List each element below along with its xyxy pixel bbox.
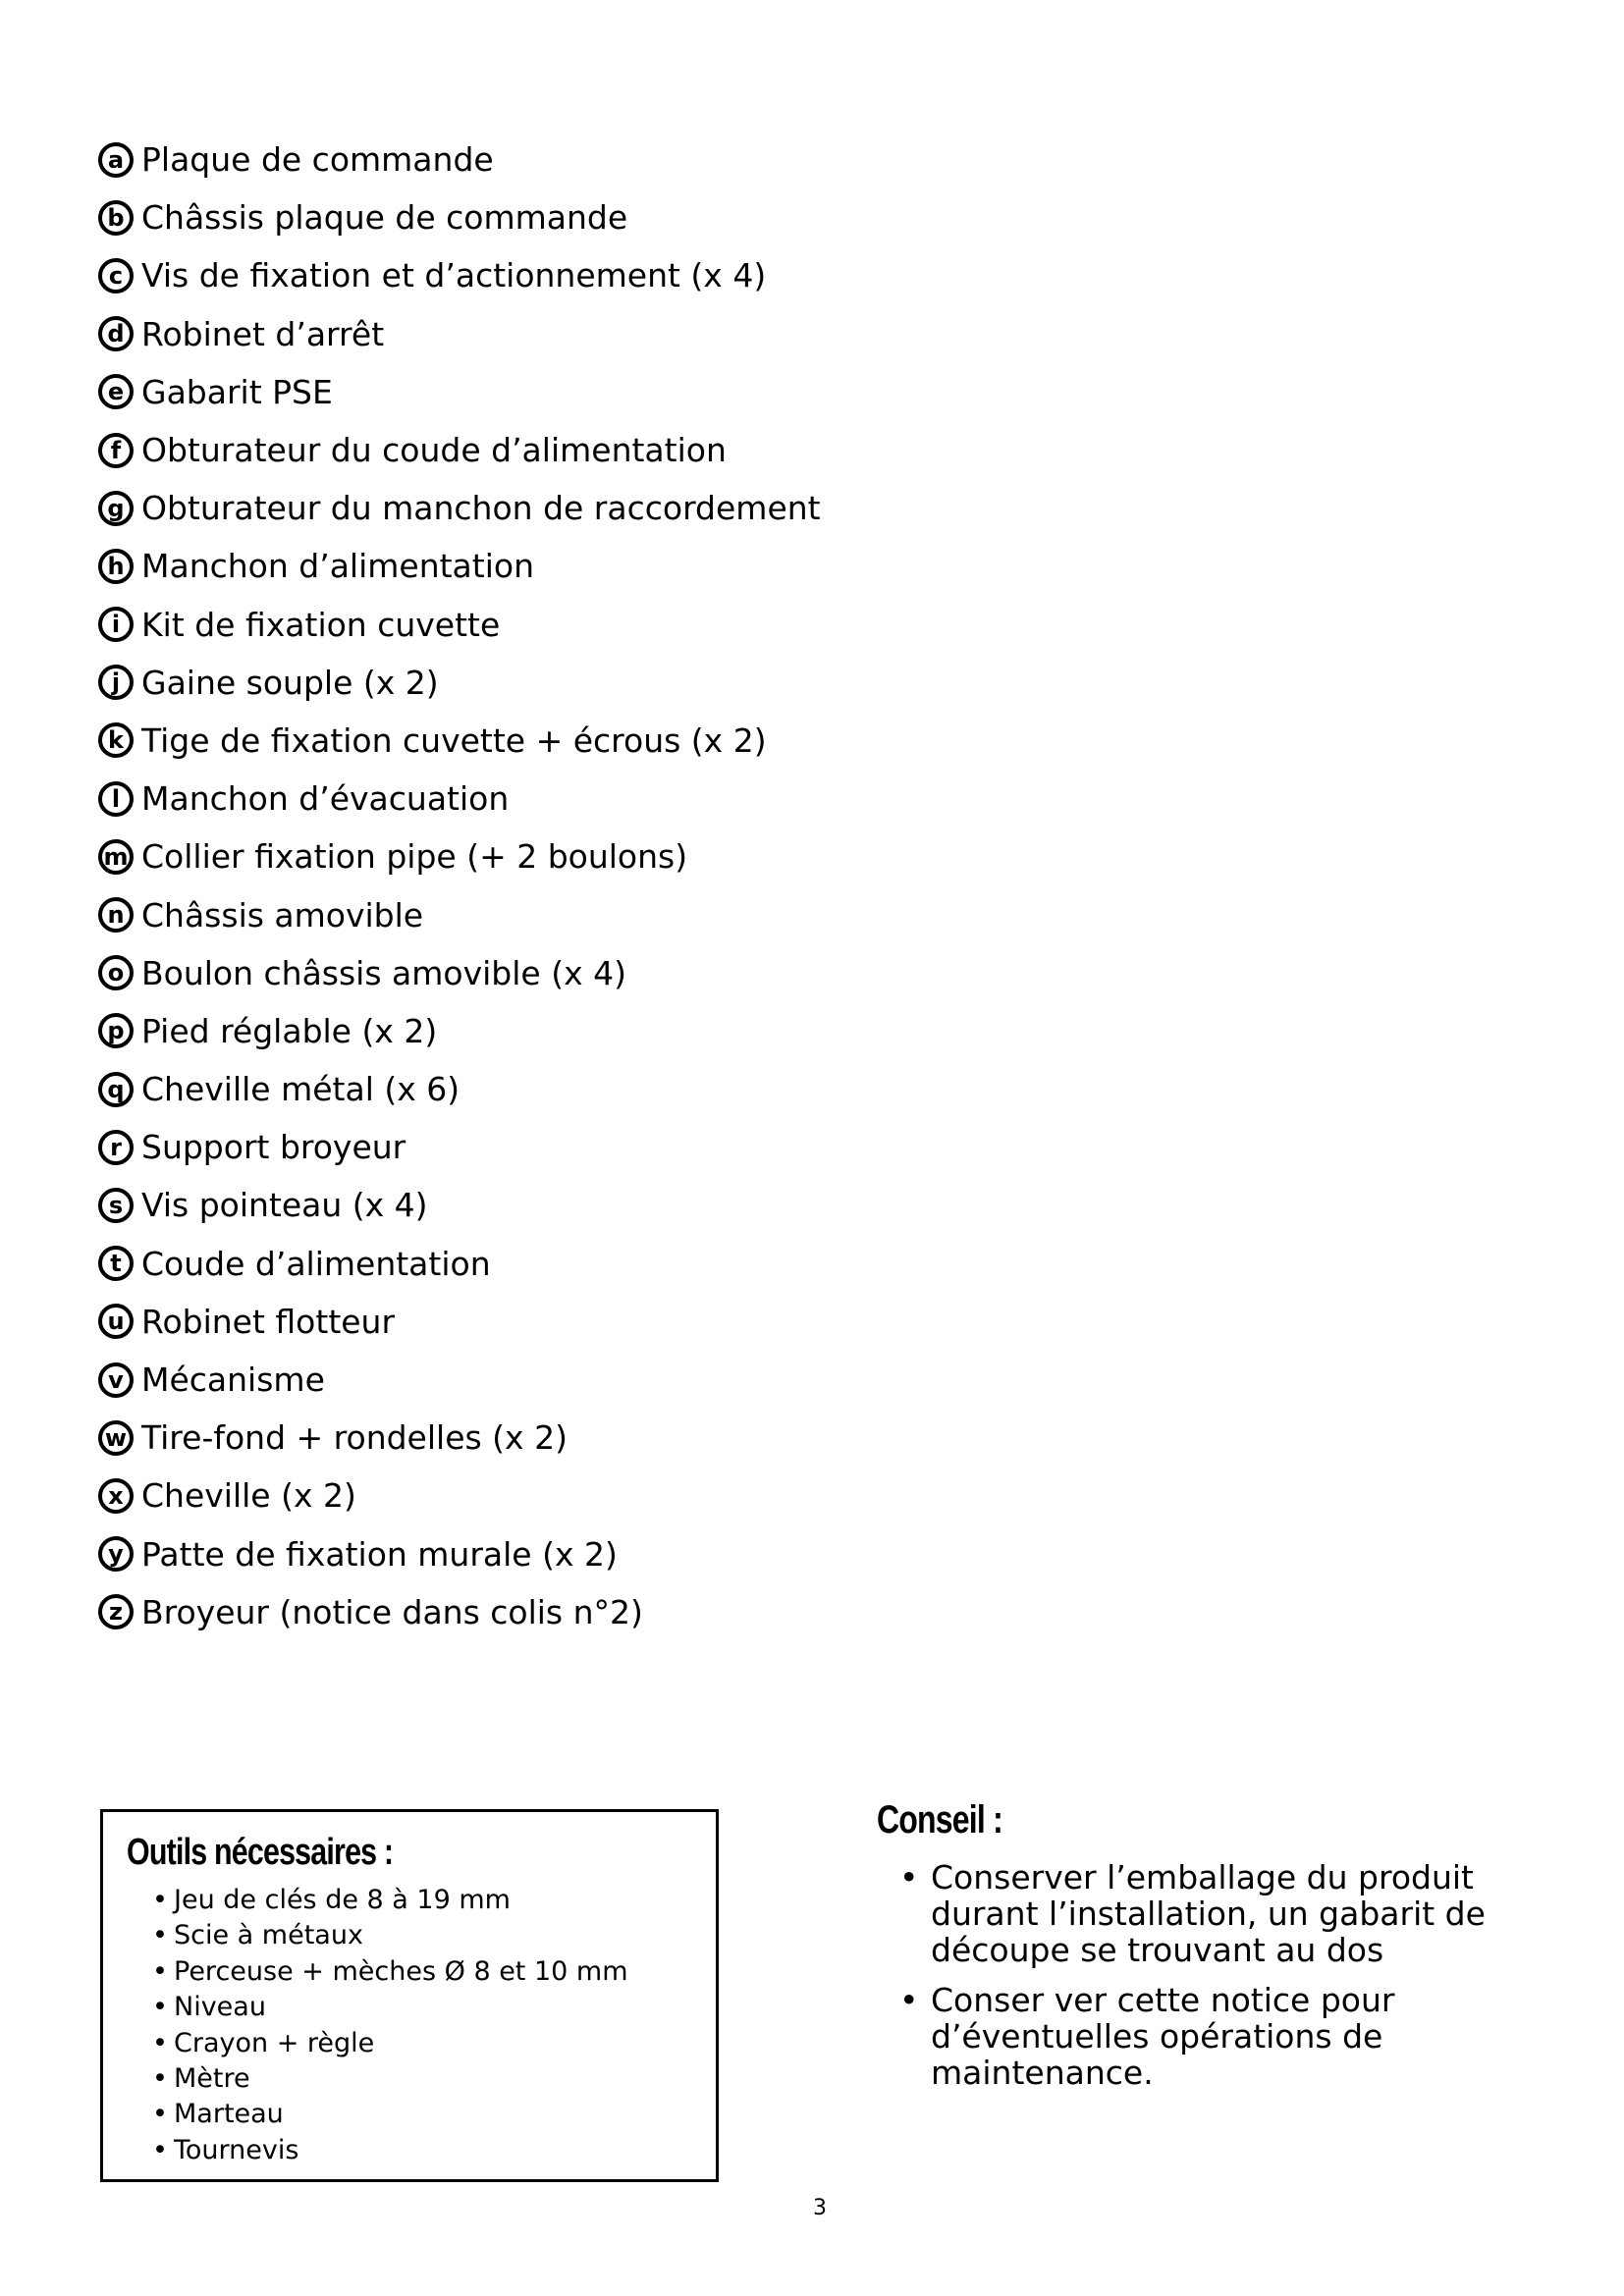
list-item xyxy=(98,1118,982,1176)
tool-label: Mètre xyxy=(174,2062,250,2094)
advice-title: Conseil : xyxy=(877,1798,1002,1842)
list-item xyxy=(98,537,982,595)
letter-badge: e xyxy=(98,374,134,409)
tool-label: Perceuse + mèches Ø 8 et 10 mm xyxy=(174,1955,628,1987)
bullet: • xyxy=(152,1992,168,2023)
letter-badge: v xyxy=(98,1362,134,1398)
letter-badge: s xyxy=(98,1188,134,1223)
part-label: Robinet d’arrêt xyxy=(141,314,385,353)
list-item xyxy=(98,712,982,770)
advice-section xyxy=(877,1798,1525,2105)
part-label: Boulon châssis amovible (x 4) xyxy=(141,953,626,992)
letter-badge: c xyxy=(98,258,134,294)
part-label: Obturateur du manchon de raccordement xyxy=(141,489,821,528)
list-item xyxy=(152,1918,628,1953)
list-item xyxy=(877,1859,1525,1968)
list-item xyxy=(98,1409,982,1467)
list-item xyxy=(98,1176,982,1234)
tools-box xyxy=(100,1809,719,2182)
list-item xyxy=(98,654,982,712)
list-item xyxy=(98,944,982,1002)
list-item xyxy=(98,363,982,421)
letter-badge: n xyxy=(98,897,134,933)
part-label: Tire-fond + rondelles (x 2) xyxy=(141,1418,568,1458)
tool-label: Scie à métaux xyxy=(174,1920,363,1951)
bullet: • xyxy=(899,1981,919,2019)
part-label: Plaque de commande xyxy=(141,140,494,180)
parts-list xyxy=(98,131,982,1641)
list-item xyxy=(152,2026,628,2061)
advice-list xyxy=(877,1859,1525,2091)
part-label: Châssis amovible xyxy=(141,895,424,934)
bullet: • xyxy=(152,1920,168,1951)
letter-badge: l xyxy=(98,781,134,817)
part-label: Mécanisme xyxy=(141,1361,325,1400)
part-label: Support broyeur xyxy=(141,1128,406,1167)
list-item xyxy=(98,188,982,246)
list-item xyxy=(98,1583,982,1641)
list-item xyxy=(98,885,982,943)
letter-badge: a xyxy=(98,142,134,178)
part-label: Coude d’alimentation xyxy=(141,1244,491,1283)
list-item xyxy=(152,1883,628,1918)
part-label: Obturateur du coude d’alimentation xyxy=(141,431,727,470)
tool-label: Marteau xyxy=(174,2099,284,2130)
letter-badge: i xyxy=(98,607,134,642)
tool-label: Jeu de clés de 8 à 19 mm xyxy=(174,1885,511,1915)
list-item xyxy=(152,1954,628,1990)
part-label: Cheville métal (x 6) xyxy=(141,1070,460,1109)
list-item xyxy=(98,1351,982,1409)
list-item xyxy=(98,770,982,828)
list-item xyxy=(98,421,982,479)
advice-text: Conser ver cette notice pour d’éventuelles opérations de maintenance. xyxy=(931,1981,1395,2092)
list-item xyxy=(98,1060,982,1118)
bullet: • xyxy=(152,2027,168,2058)
part-label: Tige de fixation cuvette + écrous (x 2) xyxy=(141,721,767,760)
list-item xyxy=(98,1293,982,1351)
letter-badge: j xyxy=(98,665,134,700)
list-item xyxy=(98,1002,982,1060)
letter-badge: h xyxy=(98,549,134,584)
list-item xyxy=(98,828,982,885)
bullet: • xyxy=(152,1955,168,1987)
part-label: Vis pointeau (x 4) xyxy=(141,1186,428,1225)
part-label: Châssis plaque de commande xyxy=(141,198,628,238)
list-item xyxy=(98,1467,982,1524)
list-item xyxy=(98,246,982,304)
list-item xyxy=(98,596,982,654)
letter-badge: g xyxy=(98,491,134,526)
bullet: • xyxy=(152,1885,168,1915)
list-item xyxy=(98,131,982,188)
bullet: • xyxy=(152,2134,168,2165)
list-item xyxy=(152,2097,628,2132)
part-label: Cheville (x 2) xyxy=(141,1476,356,1516)
letter-badge: b xyxy=(98,200,134,236)
part-label: Broyeur (notice dans colis n°2) xyxy=(141,1592,643,1631)
letter-badge: t xyxy=(98,1246,134,1281)
part-label: Gabarit PSE xyxy=(141,372,333,411)
list-item xyxy=(98,305,982,363)
letter-badge: x xyxy=(98,1478,134,1514)
part-label: Manchon d’évacuation xyxy=(141,779,510,819)
part-label: Collier fixation pipe (+ 2 boulons) xyxy=(141,837,688,877)
letter-badge: f xyxy=(98,433,134,468)
letter-badge: d xyxy=(98,316,134,351)
part-label: Pied réglable (x 2) xyxy=(141,1011,438,1050)
tool-label: Niveau xyxy=(174,1992,266,2023)
list-item xyxy=(98,479,982,537)
tool-label: Tournevis xyxy=(174,2134,299,2165)
tools-title: Outils nécessaires : xyxy=(127,1832,394,1873)
page-number: 3 xyxy=(813,2196,827,2220)
letter-badge: u xyxy=(98,1304,134,1339)
part-label: Robinet flotteur xyxy=(141,1302,396,1341)
part-label: Gaine souple (x 2) xyxy=(141,663,439,702)
list-item xyxy=(98,1525,982,1583)
list-item xyxy=(152,1990,628,2025)
letter-badge: w xyxy=(98,1420,134,1456)
letter-badge: k xyxy=(98,722,134,758)
part-label: Vis de fixation et d’actionnement (x 4) xyxy=(141,256,767,295)
tool-label: Crayon + règle xyxy=(174,2027,375,2058)
list-item xyxy=(152,2061,628,2097)
letter-badge: r xyxy=(98,1130,134,1165)
bullet: • xyxy=(152,2062,168,2094)
part-label: Patte de fixation murale (x 2) xyxy=(141,1534,618,1574)
letter-badge: q xyxy=(98,1072,134,1107)
letter-badge: o xyxy=(98,955,134,990)
letter-badge: p xyxy=(98,1013,134,1048)
letter-badge: y xyxy=(98,1536,134,1572)
advice-text: Conserver l’emballage du produit durant l’installation, un gabarit de découpe se trouvant au dos xyxy=(931,1858,1486,1969)
part-label: Manchon d’alimentation xyxy=(141,547,534,586)
list-item xyxy=(152,2133,628,2168)
bullet: • xyxy=(152,2099,168,2130)
list-item xyxy=(877,1982,1525,2091)
list-item xyxy=(98,1235,982,1293)
part-label: Kit de fixation cuvette xyxy=(141,605,501,644)
tools-list xyxy=(152,1883,628,2168)
bullet: • xyxy=(899,1858,919,1896)
letter-badge: z xyxy=(98,1594,134,1629)
letter-badge: m xyxy=(98,839,134,875)
